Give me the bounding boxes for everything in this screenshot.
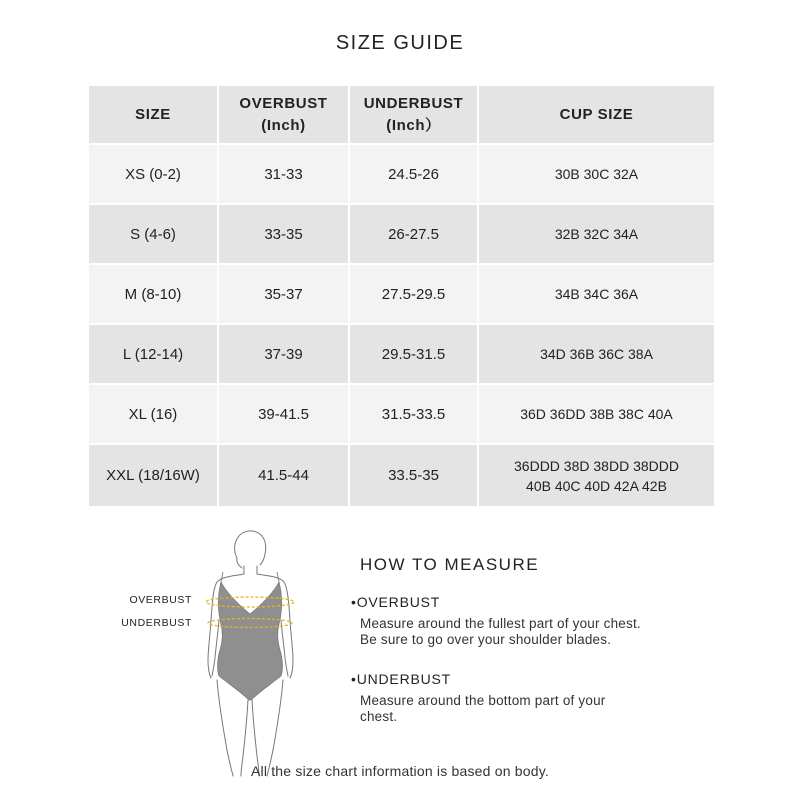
cell-cup-size: 32B 32C 34A (479, 205, 714, 263)
cell-underbust: 29.5-31.5 (350, 325, 477, 383)
cell-size: S (4-6) (89, 205, 217, 263)
cell-size: XS (0-2) (89, 145, 217, 203)
header-cup-size: CUP SIZE (479, 86, 714, 143)
underbust-heading: •UNDERBUST (351, 671, 452, 687)
swimsuit-shape (218, 582, 283, 700)
underbust-description: Measure around the bottom part of your chest. (360, 693, 606, 724)
cell-underbust: 24.5-26 (350, 145, 477, 203)
header-underbust: UNDERBUST (Inch） (350, 86, 477, 143)
cell-cup-size: 36D 36DD 38B 38C 40A (479, 385, 714, 443)
cell-overbust: 37-39 (219, 325, 348, 383)
cell-size: L (12-14) (89, 325, 217, 383)
overbust-heading: •OVERBUST (351, 594, 441, 610)
overbust-description: Measure around the fullest part of your chest. Be sure to go over your shoulder blades. (360, 616, 641, 647)
cell-overbust: 39-41.5 (219, 385, 348, 443)
cell-size: M (8-10) (89, 265, 217, 323)
cell-underbust: 27.5-29.5 (350, 265, 477, 323)
size-table (89, 86, 712, 510)
cell-overbust: 41.5-44 (219, 445, 348, 506)
cell-underbust: 26-27.5 (350, 205, 477, 263)
body-measure-illustration (195, 528, 305, 778)
cell-overbust: 33-35 (219, 205, 348, 263)
header-overbust: OVERBUST (Inch) (219, 86, 348, 143)
cell-overbust: 35-37 (219, 265, 348, 323)
cell-overbust: 31-33 (219, 145, 348, 203)
overbust-label: OVERBUST (129, 594, 192, 606)
footer-note: All the size chart information is based on body. (250, 763, 550, 779)
underbust-label: UNDERBUST (121, 617, 192, 629)
cell-cup-size: 36DDD 38D 38DD 38DDD 40B 40C 40D 42A 42B (479, 445, 714, 506)
page-title: SIZE GUIDE (335, 32, 465, 54)
cell-cup-size: 34D 36B 36C 38A (479, 325, 714, 383)
cell-size: XXL (18/16W) (89, 445, 217, 506)
cell-cup-size: 34B 34C 36A (479, 265, 714, 323)
cell-size: XL (16) (89, 385, 217, 443)
how-to-measure-title: HOW TO MEASURE (360, 555, 540, 574)
cell-cup-size: 30B 30C 32A (479, 145, 714, 203)
header-size: SIZE (89, 86, 217, 143)
cell-underbust: 33.5-35 (350, 445, 477, 506)
cell-underbust: 31.5-33.5 (350, 385, 477, 443)
